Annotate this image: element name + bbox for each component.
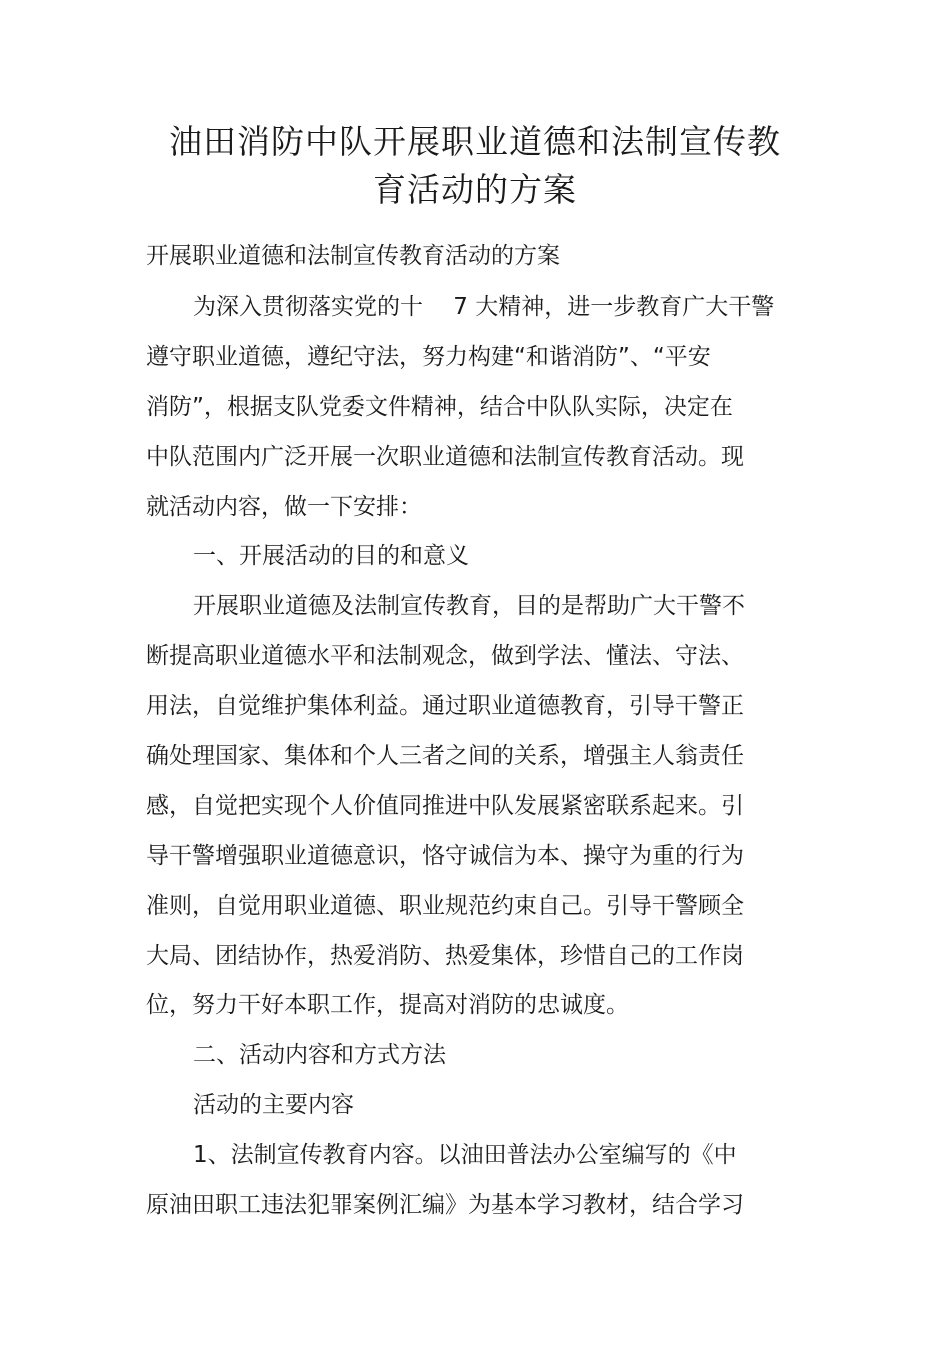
paragraph-line: 原油田职工违法犯罪案例汇编》为基本学习教材，结合学习 bbox=[146, 1192, 744, 1218]
paragraph-line: 就活动内容，做一下安排： bbox=[146, 494, 422, 520]
document-title-line-2: 育活动的方案 bbox=[373, 170, 577, 209]
paragraph-line: 导干警增强职业道德意识，恪守诚信为本、操守为重的行为 bbox=[146, 843, 744, 869]
paragraph-line: 遵守职业道德，遵纪守法，努力构建“和谐消防”、“平安 bbox=[146, 344, 711, 370]
paragraph-line: 开展职业道德及法制宣传教育，目的是帮助广大干警不 bbox=[193, 593, 745, 619]
paragraph-line: 消防”，根据支队党委文件精神，结合中队队实际，决定在 bbox=[146, 394, 733, 420]
paragraph-line: 确处理国家、集体和个人三者之间的关系，增强主人翁责任 bbox=[146, 743, 744, 769]
paragraph-line: 位，努力干好本职工作，提高对消防的忠诚度。 bbox=[146, 992, 629, 1018]
paragraph-line: 中队范围内广泛开展一次职业道德和法制宣传教育活动。现 bbox=[146, 444, 744, 470]
paragraph-line: 1、法制宣传教育内容。以油田普法办公室编写的《中 bbox=[193, 1142, 737, 1168]
paragraph-line: 大局、团结协作，热爱消防、热爱集体，珍惜自己的工作岗 bbox=[146, 943, 744, 969]
paragraph-line: 感，自觉把实现个人价值同推进中队发展紧密联系起来。引 bbox=[146, 793, 744, 819]
section-heading: 二、活动内容和方式方法 bbox=[193, 1042, 446, 1068]
paragraph-line: 准则，自觉用职业道德、职业规范约束自己。引导干警顾全 bbox=[146, 893, 744, 919]
section-heading: 一、开展活动的目的和意义 bbox=[193, 543, 469, 569]
paragraph-line: 为深入贯彻落实党的十 7 大精神，进一步教育广大干警 bbox=[193, 294, 775, 320]
subtitle-line: 开展职业道德和法制宣传教育活动的方案 bbox=[146, 243, 560, 269]
paragraph-line: 用法，自觉维护集体利益。通过职业道德教育，引导干警正 bbox=[146, 693, 744, 719]
paragraph-line: 断提高职业道德水平和法制观念，做到学法、懂法、守法、 bbox=[146, 643, 744, 669]
document-title-line-1: 油田消防中队开展职业道德和法制宣传教 bbox=[169, 122, 781, 161]
subsection-heading: 活动的主要内容 bbox=[193, 1092, 354, 1118]
